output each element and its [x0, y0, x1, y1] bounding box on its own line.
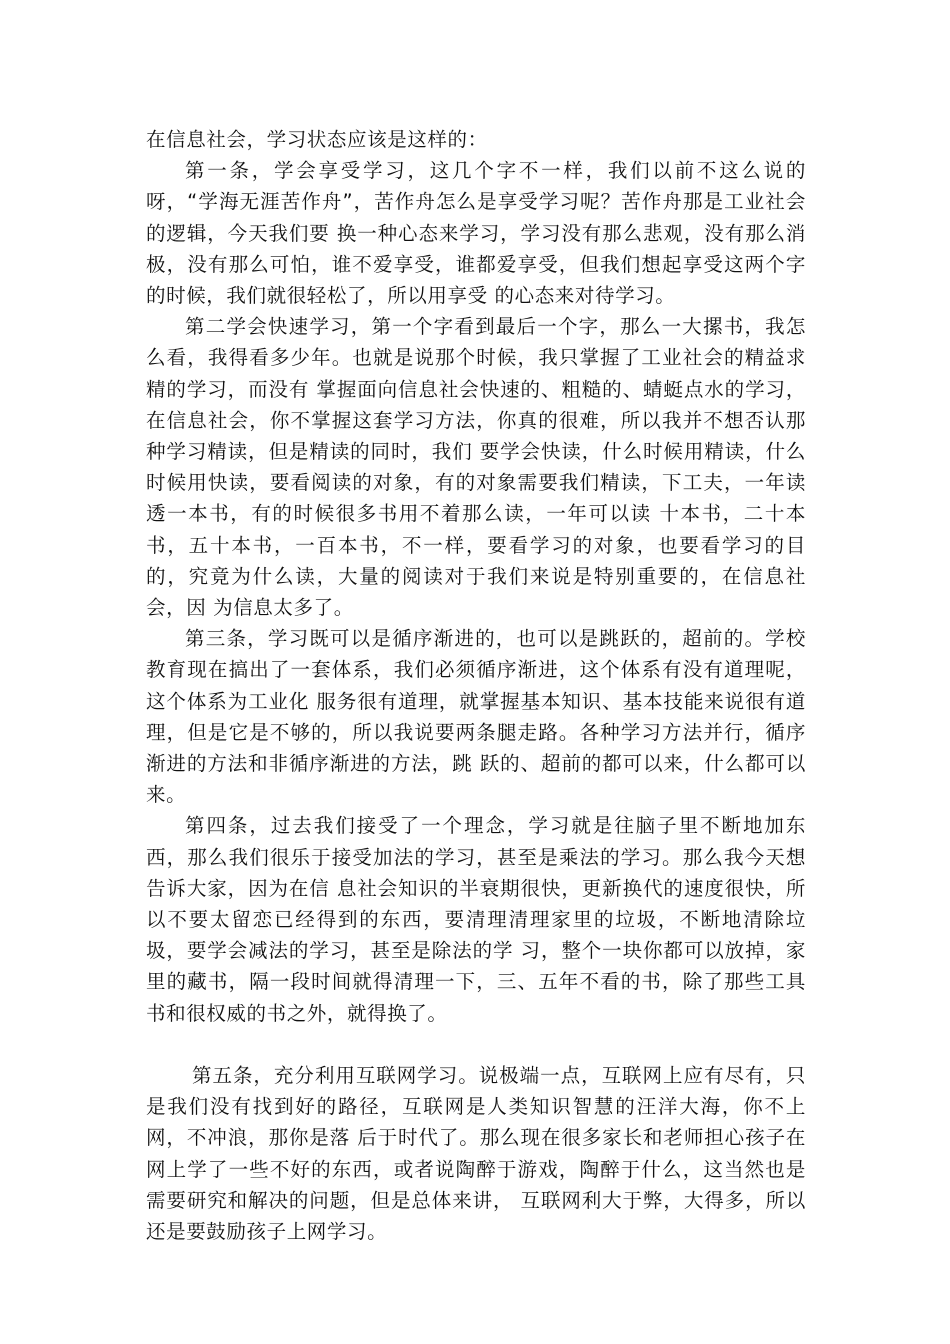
intro-paragraph: 在信息社会，学习状态应该是这样的：: [146, 128, 488, 151]
paragraph-rule-2: 第二学会快速学习，第一个字看到最后一个字，那么一大摞书，我怎么看，我得看多少年。也就是说那个时候，我只掌握了工业社会的精益求精的学习，而没有 掌握面向信息社会快速的、粗糙的、蜻蜓点水的学习，在信息社会，你不掌握这套学习方法，你真的很难，所以我并不想否认那种学习精读，但是精读的同时，我们 要学会快读，什么时候用精读，什么时候用快读，要看阅读的对象，有的对象需要我们精读，下工夫，一年读透一本书，有的时候很多书用不着那么读，一年可以读 十本书，二十本书，五十本书，一百本书，不一样，要看学习的对象，也要看学习的目的，究竟为什么读，大量的阅读对于我们来说是特别重要的，在信息社会，因 为信息太多了。: [146, 315, 806, 620]
paragraph-rule-1: 第一条，学会享受学习，这几个字不一样，我们以前不这么说的呀，“学海无涯苦作舟”，苦作舟怎么是享受学习呢？苦作舟那是工业社会的逻辑，今天我们要 换一种心态来学习，学习没有那么悲观，没有那么消极，没有那么可怕，谁不爱享受，谁都爱享受，但我们想起享受这两个字的时候，我们就很轻松了，所以用享受 的心态来对待学习。: [146, 159, 806, 308]
paragraph-rule-4: 第四条，过去我们接受了一个理念，学习就是往脑子里不断地加东西，那么我们很乐于接受加法的学习，甚至是乘法的学习。那么我今天想告诉大家，因为在信 息社会知识的半衰期很快，更新换代的速度很快，所以不要太留恋已经得到的东西，要清理清理家里的垃圾，不断地清除垃圾，要学会减法的学习，甚至是除法的学 习，整个一块你都可以放掉，家里的藏书，隔一段时间就得清理一下，三、五年不看的书，除了那些工具书和很权威的书之外，就得换了。: [146, 814, 806, 1025]
document-body: [146, 124, 806, 1247]
paragraph-rule-5: 第五条，充分利用互联网学习。说极端一点，互联网上应有尽有，只是我们没有找到好的路径，互联网是人类知识智慧的汪洋大海，你不上网，不冲浪，那你是落 后于时代了。那么现在很多家长和老师担心孩子在网上学了一些不好的东西，或者说陶醉于游戏，陶醉于什么，这当然也是需要研究和解决的问题，但是总体来讲， 互联网利大于弊，大得多，所以还是要鼓励孩子上网学习。: [146, 1063, 806, 1243]
paragraph-rule-3: 第三条，学习既可以是循序渐进的，也可以是跳跃的，超前的。学校教育现在搞出了一套体系，我们必须循序渐进，这个体系有没有道理呢，这个体系为工业化 服务很有道理，就掌握基本知识、基本技能来说很有道理，但是它是不够的，所以我说要两条腿走路。各种学习方法并行，循序渐进的方法和非循序渐进的方法，跳 跃的、超前的都可以来，什么都可以来。: [146, 627, 806, 807]
paragraph-spacer: [146, 1029, 806, 1060]
